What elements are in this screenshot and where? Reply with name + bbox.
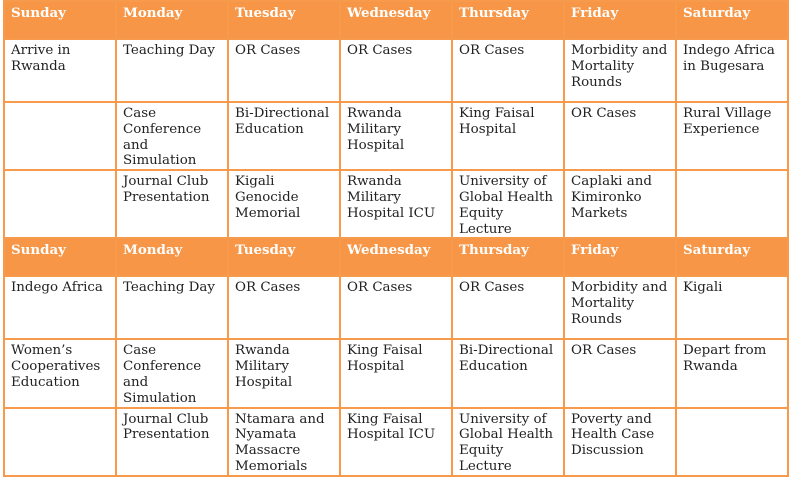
table-row — [4, 276, 788, 339]
header-saturday: Saturday — [676, 1, 788, 39]
table-row — [4, 408, 788, 476]
header-monday: Monday — [116, 1, 228, 39]
cell-friday: Caplaki and Kimironko Markets — [564, 170, 676, 238]
cell-monday: Teaching Day — [116, 276, 228, 339]
cell-tuesday: Kigali Genocide Memorial — [228, 170, 340, 238]
table-row — [4, 102, 788, 170]
cell-friday: Morbidity and Mortality Rounds — [564, 39, 676, 102]
cell-thursday: OR Cases — [452, 39, 564, 102]
cell-sunday: Indego Africa — [4, 276, 116, 339]
header-wednesday: Wednesday — [340, 238, 452, 276]
cell-friday: OR Cases — [564, 102, 676, 170]
cell-tuesday: OR Cases — [228, 276, 340, 339]
cell-sunday — [4, 170, 116, 238]
cell-sunday — [4, 408, 116, 476]
cell-friday: Morbidity and Mortality Rounds — [564, 276, 676, 339]
cell-saturday: Kigali — [676, 276, 788, 339]
cell-monday: Case Conference and Simulation — [116, 102, 228, 170]
header-sunday: Sunday — [4, 1, 116, 39]
cell-saturday: Indego Africa in Bugesara — [676, 39, 788, 102]
cell-wednesday: King Faisal Hospital ICU — [340, 408, 452, 476]
cell-saturday — [676, 170, 788, 238]
header-saturday: Saturday — [676, 238, 788, 276]
header-sunday: Sunday — [4, 238, 116, 276]
cell-wednesday: OR Cases — [340, 276, 452, 339]
cell-wednesday: Rwanda Military Hospital — [340, 102, 452, 170]
cell-sunday: Women’s Cooperatives Education — [4, 339, 116, 407]
week2-header-row — [4, 238, 788, 276]
cell-tuesday: Bi-Directional Education — [228, 102, 340, 170]
header-thursday: Thursday — [452, 1, 564, 39]
cell-saturday: Depart from Rwanda — [676, 339, 788, 407]
cell-wednesday: OR Cases — [340, 39, 452, 102]
cell-wednesday: Rwanda Military Hospital ICU — [340, 170, 452, 238]
cell-thursday: University of Global Health Equity Lecture — [452, 170, 564, 238]
cell-sunday: Arrive in Rwanda — [4, 39, 116, 102]
cell-saturday: Rural Village Experience — [676, 102, 788, 170]
table-row — [4, 339, 788, 407]
cell-thursday: King Faisal Hospital — [452, 102, 564, 170]
cell-monday: Teaching Day — [116, 39, 228, 102]
cell-tuesday: Rwanda Military Hospital — [228, 339, 340, 407]
cell-thursday: University of Global Health Equity Lecture — [452, 408, 564, 476]
cell-wednesday: King Faisal Hospital — [340, 339, 452, 407]
schedule-table — [3, 0, 789, 477]
cell-tuesday: Ntamara and Nyamata Massacre Memorials — [228, 408, 340, 476]
header-tuesday: Tuesday — [228, 1, 340, 39]
header-wednesday: Wednesday — [340, 1, 452, 39]
cell-thursday: OR Cases — [452, 276, 564, 339]
cell-tuesday: OR Cases — [228, 39, 340, 102]
cell-friday: OR Cases — [564, 339, 676, 407]
cell-saturday — [676, 408, 788, 476]
header-tuesday: Tuesday — [228, 238, 340, 276]
header-friday: Friday — [564, 238, 676, 276]
table-row — [4, 170, 788, 238]
cell-sunday — [4, 102, 116, 170]
cell-thursday: Bi-Directional Education — [452, 339, 564, 407]
header-friday: Friday — [564, 1, 676, 39]
cell-monday: Case Conference and Simulation — [116, 339, 228, 407]
header-thursday: Thursday — [452, 238, 564, 276]
cell-friday: Poverty and Health Case Discussion — [564, 408, 676, 476]
header-monday: Monday — [116, 238, 228, 276]
week1-header-row — [4, 1, 788, 39]
cell-monday: Journal Club Presentation — [116, 170, 228, 238]
table-row — [4, 39, 788, 102]
cell-monday: Journal Club Presentation — [116, 408, 228, 476]
